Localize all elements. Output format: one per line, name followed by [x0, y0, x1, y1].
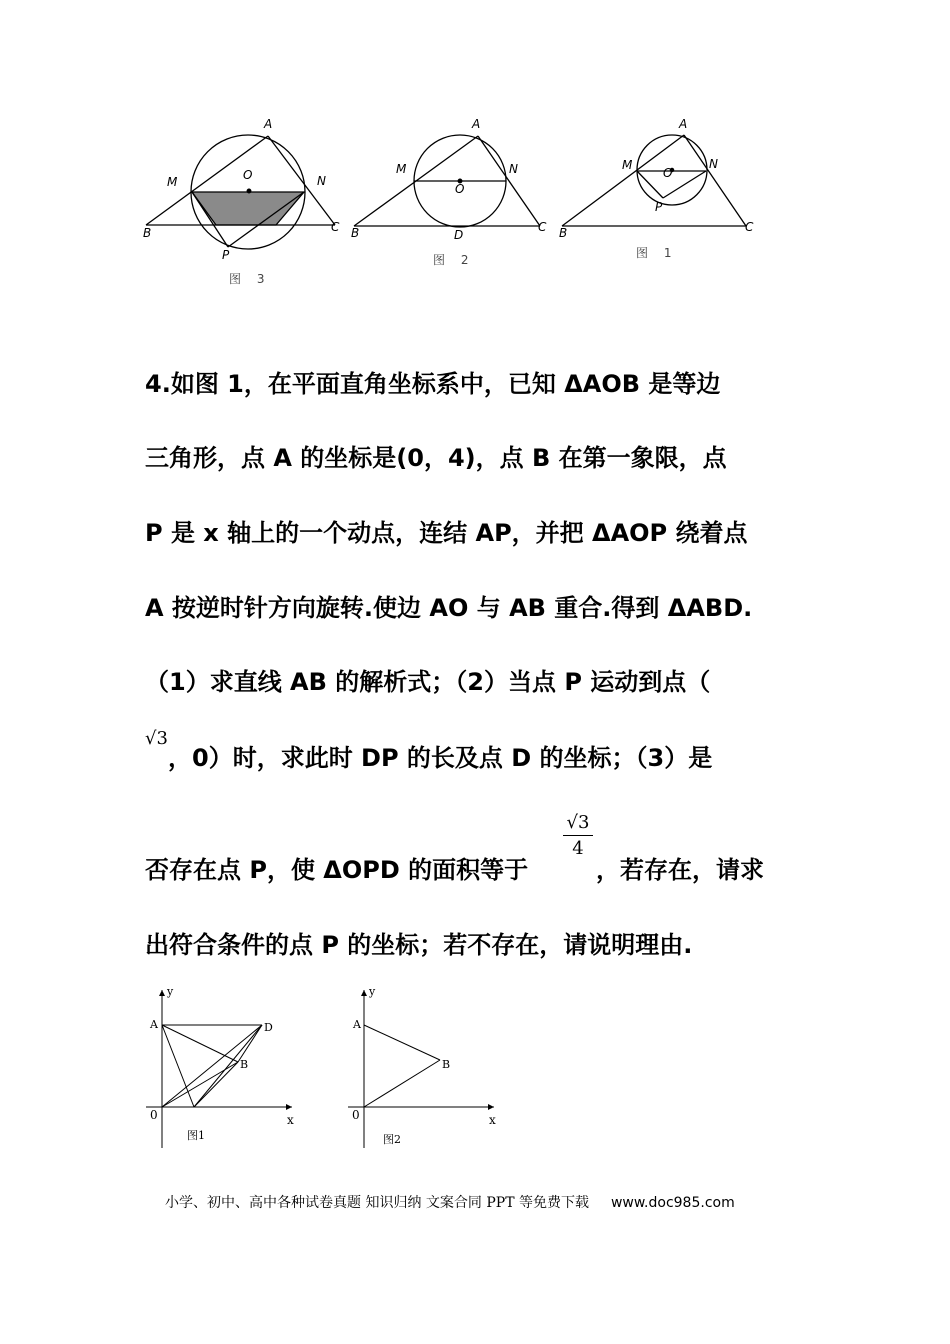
fig2-label-m: M	[396, 162, 407, 176]
coord2-label-a: A	[353, 1018, 361, 1031]
fig1-label-p: P	[655, 200, 663, 214]
fraction-denominator: 4	[572, 838, 584, 859]
fig1-label-c: C	[745, 220, 754, 234]
problem-line-5: （1）求直线 AB 的解析式；（2）当点 P 运动到点（	[145, 668, 711, 696]
coord1-label-origin: 0	[150, 1108, 158, 1122]
problem-line-2: 三角形，点 A 的坐标是(0，4)，点 B 在第一象限，点	[145, 444, 727, 472]
coordinate-figures-diagram	[0, 980, 950, 1155]
footer-url[interactable]: www.doc985.com	[610, 1195, 735, 1211]
fig3-label-b: B	[143, 226, 152, 240]
figure-3	[146, 135, 335, 249]
problem-line-1: 4.如图 1，在平面直角坐标系中，已知 ΔAOB 是等边	[145, 370, 721, 398]
fig1-label-o: O	[663, 166, 673, 180]
coord2-label-b: B	[442, 1058, 451, 1071]
problem-line-6: ，0）时，求此时 DP 的长及点 D 的坐标；（3）是	[168, 744, 713, 772]
page-footer	[165, 1192, 735, 1212]
fig1-caption: 图 1	[636, 246, 678, 260]
fig2-caption: 图 2	[433, 253, 475, 267]
fig3-label-o: O	[243, 168, 253, 182]
coord2-label-origin: 0	[352, 1108, 360, 1122]
fig1-label-m: M	[622, 158, 633, 172]
coord1-label-b: B	[240, 1058, 249, 1071]
fig3-label-c: C	[331, 220, 340, 234]
fig3-label-n: N	[317, 174, 326, 188]
coord2-label-y: y	[369, 985, 376, 998]
fraction-numerator: √3	[566, 812, 590, 833]
coord2-label-x: x	[489, 1113, 496, 1127]
figure-1	[562, 135, 746, 226]
coord1-label-x: x	[287, 1113, 294, 1127]
fig2-label-c: C	[538, 220, 547, 234]
fraction-sqrt3-over-4	[563, 812, 593, 859]
fig2-label-d: D	[454, 228, 464, 242]
problem-line-4: A 按逆时针方向旋转.使边 AO 与 AB 重合.得到 ΔABD.	[145, 594, 753, 622]
fig3-label-p: P	[222, 248, 230, 262]
problem-line-8: 出符合条件的点 P 的坐标；若不存在，请说明理由.	[145, 931, 693, 959]
fraction-bar	[563, 835, 593, 836]
fig2-label-a: A	[472, 117, 481, 131]
coord-figure-1	[146, 990, 292, 1148]
fig2-label-o: O	[455, 182, 465, 196]
fig3-label-a: A	[264, 117, 273, 131]
coord2-caption: 图2	[383, 1133, 401, 1146]
coord1-label-d: D	[264, 1021, 273, 1034]
figure-2	[354, 135, 540, 227]
fig1-label-b: B	[559, 226, 568, 240]
fig3-caption: 图 3	[229, 272, 271, 286]
footer-text: 小学、初中、高中各种试卷真题 知识归纳 文案合同 PPT 等免费下载	[165, 1195, 589, 1211]
problem-line-3: P 是 x 轴上的一个动点，连结 AP，并把 ΔAOP 绕着点	[145, 519, 748, 547]
coord1-label-a: A	[150, 1018, 158, 1031]
coord1-label-y: y	[167, 985, 174, 998]
fig2-label-b: B	[351, 226, 360, 240]
problem-line-7a: 否存在点 P，使 ΔOPD 的面积等于	[145, 856, 529, 884]
fig3-label-m: M	[167, 175, 178, 189]
fig2-label-n: N	[509, 162, 518, 176]
sqrt3-expression: √3	[145, 728, 168, 749]
problem-line-7b: ，若存在，请求	[596, 856, 764, 884]
figure-3-diagram	[0, 0, 950, 300]
coord1-caption: 图1	[187, 1129, 205, 1142]
coord-figure-2	[348, 990, 494, 1148]
fig1-label-n: N	[709, 157, 718, 171]
fig1-label-a: A	[679, 117, 688, 131]
